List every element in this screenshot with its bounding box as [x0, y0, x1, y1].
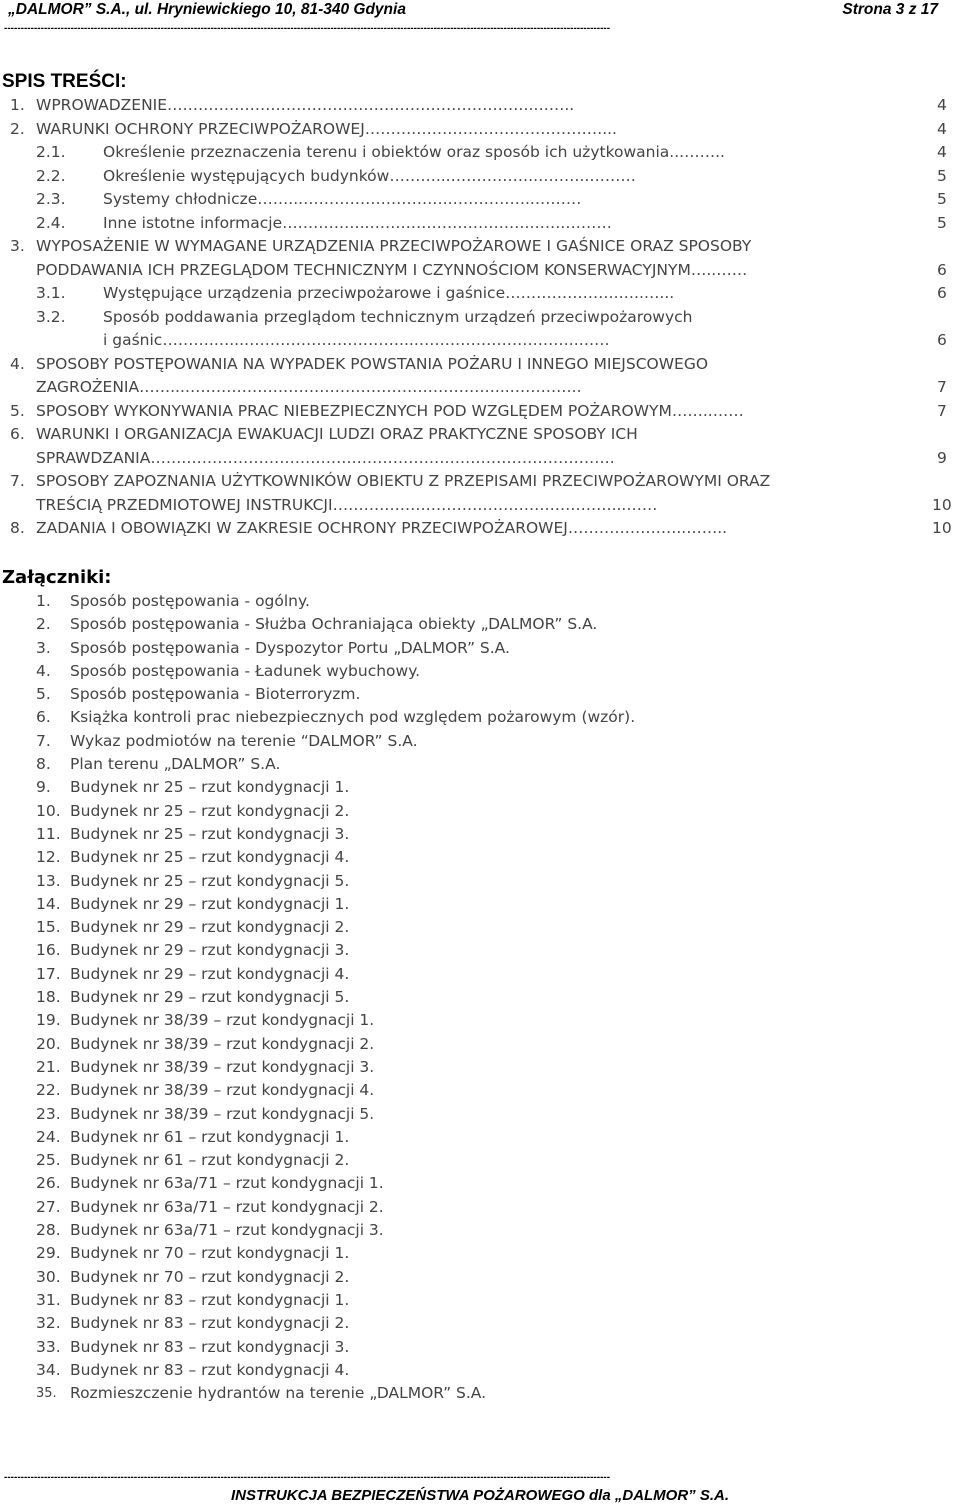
toc-entry-label: SPOSOBY WYKONYWANIA PRAC NIEBEZPIECZNYCH POD WZGLĘDEM POŻAROWYM — [36, 401, 672, 420]
toc-entry-label: Sposób poddawania przeglądom technicznym urządzeń przeciwpożarowych — [103, 307, 693, 326]
attachment-label: Plan terenu „DALMOR” S.A. — [70, 755, 281, 774]
attachment-number: 2. — [36, 615, 51, 634]
attachment-item — [36, 776, 936, 799]
toc-entry-number: 2. — [10, 119, 25, 138]
toc-entry-page: 10 — [932, 495, 952, 514]
toc-entry-leader: …………………..…….. — [567, 519, 728, 537]
toc-entry-page: 4 — [937, 96, 947, 114]
attachment-number: 15. — [36, 918, 61, 937]
page-footer: INSTRUKCJA BEZPIECZEŃSTWA POŻAROWEGO dla „DALMOR” S.A. — [230, 1487, 730, 1504]
toc-entry — [0, 141, 960, 165]
attachment-item — [36, 1056, 936, 1079]
toc-entry-number: 3. — [10, 237, 25, 255]
footer-divider: -------------------------------------------------------------------------------------------------------------------------------------------------------------------------------------- — [4, 1472, 611, 1483]
toc-entry-page: 5 — [937, 213, 947, 232]
attachment-item — [36, 870, 936, 893]
attachment-number: 8. — [36, 755, 51, 774]
toc-entry — [0, 306, 960, 330]
attachment-label: Budynek nr 83 – rzut kondygnacji 2. — [70, 1314, 350, 1333]
attachment-number: 17. — [36, 964, 61, 983]
attachment-label: Budynek nr 38/39 – rzut kondygnacji 2. — [70, 1034, 375, 1053]
toc-entry — [0, 188, 960, 212]
page-header — [8, 0, 938, 20]
toc-entry-label: i gaśnic — [103, 331, 163, 349]
toc-entry-number: 2.2. — [36, 166, 66, 185]
toc-entry-label: TREŚCIĄ PRZEDMIOTOWEJ INSTRUKCJI — [36, 495, 333, 514]
toc-entry-label: ZAGROŻENIA — [36, 378, 140, 396]
toc-entry-number: 2.1. — [36, 143, 66, 161]
attachment-label: Budynek nr 25 – rzut kondygnacji 1. — [70, 778, 350, 797]
attachment-label: Budynek nr 83 – rzut kondygnacji 3. — [70, 1337, 350, 1356]
attachment-item — [36, 637, 936, 660]
attachment-number: 1. — [36, 592, 51, 610]
attachment-item — [36, 1079, 936, 1102]
toc-entry-label: Występujące urządzenia przeciwpożarowe i gaśnice — [103, 284, 506, 302]
attachment-item — [36, 986, 936, 1009]
toc-entry-leader: ………...…………….………..……… — [389, 166, 636, 185]
attachment-label: Budynek nr 63a/71 – rzut kondygnacji 2. — [70, 1197, 384, 1216]
attachment-number: 3. — [36, 638, 51, 657]
toc-entry-leader: ………………………………………………...…… — [332, 495, 658, 514]
toc-entry-number: 7. — [10, 472, 25, 490]
toc-entry — [0, 400, 960, 424]
toc-entry-label: Inne istotne informacje — [103, 213, 283, 232]
attachment-item — [36, 1219, 936, 1242]
attachment-label: Budynek nr 29 – rzut kondygnacji 3. — [70, 941, 350, 960]
attachment-item — [36, 916, 936, 939]
toc-entry-page: 5 — [937, 166, 947, 185]
toc-entry-page: 7 — [937, 378, 947, 396]
toc-entry-label: WARUNKI I ORGANIZACJA EWAKUACJI LUDZI ORAZ PRAKTYCZNE SPOSOBY ICH — [36, 425, 638, 443]
attachment-item — [36, 893, 936, 916]
attachments-list — [36, 590, 936, 1405]
toc-entry-number: 3.2. — [36, 307, 66, 326]
attachment-number: 21. — [36, 1057, 61, 1076]
attachment-number: 7. — [36, 731, 51, 750]
toc-entry-leader: ……….…...…………………………...…………………………..…… — [162, 331, 610, 349]
toc-entry-label: Systemy chłodnicze — [103, 190, 258, 208]
toc-entry — [0, 118, 960, 142]
attachment-item — [36, 590, 936, 613]
attachment-label: Budynek nr 83 – rzut kondygnacji 4. — [70, 1360, 350, 1379]
attachment-label: Budynek nr 70 – rzut kondygnacji 1. — [70, 1244, 350, 1263]
toc-entry — [0, 212, 960, 236]
attachment-number: 32. — [36, 1314, 61, 1333]
attachment-item — [36, 1172, 936, 1195]
attachment-number: 14. — [36, 894, 61, 913]
attachment-item — [36, 1336, 936, 1359]
attachment-number: 29. — [36, 1244, 61, 1263]
attachment-number: 20. — [36, 1034, 61, 1053]
attachment-label: Budynek nr 70 – rzut kondygnacji 2. — [70, 1267, 350, 1286]
toc-entry-label: SPRAWDZANIA — [36, 448, 151, 467]
attachment-number: 30. — [36, 1267, 61, 1286]
attachment-label: Budynek nr 38/39 – rzut kondygnacji 5. — [70, 1104, 375, 1123]
attachment-item — [36, 613, 936, 636]
attachment-item — [36, 660, 936, 683]
toc-title: SPIS TREŚCI: — [2, 71, 127, 92]
toc-entry-leader: ……………..………………………….…….……… — [282, 213, 612, 232]
toc-entry — [0, 94, 960, 118]
toc-entry-leader: ……..…… — [671, 401, 744, 420]
attachment-number: 35. — [36, 1386, 57, 1402]
attachment-label: Budynek nr 25 – rzut kondygnacji 5. — [70, 871, 350, 890]
toc-entry-number: 1. — [10, 96, 25, 114]
attachment-number: 26. — [36, 1174, 61, 1193]
attachment-number: 18. — [36, 988, 61, 1007]
toc-entry-number: 4. — [10, 354, 25, 373]
attachment-label: Budynek nr 63a/71 – rzut kondygnacji 3. — [70, 1221, 384, 1240]
attachment-item — [36, 963, 936, 986]
attachment-item — [36, 1266, 936, 1289]
toc-entry-leader: ……….………………………………... — [364, 119, 617, 138]
toc-entry-leader: ……...……………………………………………………...………….. — [139, 378, 582, 396]
attachment-number: 5. — [36, 685, 51, 704]
attachment-label: Budynek nr 29 – rzut kondygnacji 5. — [70, 988, 350, 1007]
toc-entry-label: Określenie występujących budynków — [103, 166, 390, 185]
attachment-number: 31. — [36, 1290, 61, 1309]
toc-entry-leader: ..…….. — [674, 143, 725, 161]
attachment-label: Sposób postępowania - Służba Ochraniająca obiekty „DALMOR” S.A. — [70, 615, 598, 634]
attachment-label: Budynek nr 63a/71 – rzut kondygnacji 1. — [70, 1174, 384, 1193]
toc-entry-leader: ……...……………………….……………..……… — [257, 190, 582, 208]
toc-entry-label: SPOSOBY ZAPOZNANIA UŻYTKOWNIKÓW OBIEKTU Z PRZEPISAMI PRZECIWPOŻAROWYMI ORAZ — [36, 472, 771, 490]
toc-entry-leader: …….…………………………….…………………………………………. — [150, 448, 615, 467]
toc-entry-label: SPOSOBY POSTĘPOWANIA NA WYPADEK POWSTANIA POŻARU I INNEGO MIEJSCOWEGO — [36, 354, 709, 373]
attachment-label: Budynek nr 38/39 – rzut kondygnacji 1. — [70, 1011, 375, 1030]
attachment-label: Sposób postępowania - Bioterroryzm. — [70, 685, 361, 704]
attachment-label: Budynek nr 38/39 – rzut kondygnacji 4. — [70, 1081, 375, 1100]
attachment-label: Budynek nr 25 – rzut kondygnacji 2. — [70, 801, 350, 820]
toc-entry — [0, 282, 960, 306]
toc-entry — [0, 494, 960, 518]
toc-entry — [0, 259, 960, 283]
attachment-number: 19. — [36, 1011, 61, 1030]
toc-entry — [0, 376, 960, 400]
toc-entry-page: 5 — [937, 190, 947, 208]
attachment-number: 11. — [36, 824, 61, 843]
attachment-item — [36, 1103, 936, 1126]
toc-entry-number: 6. — [10, 425, 25, 443]
attachment-label: Budynek nr 29 – rzut kondygnacji 4. — [70, 964, 350, 983]
toc-entry-number: 5. — [10, 401, 25, 420]
attachment-number: 6. — [36, 708, 51, 727]
toc-entry — [0, 235, 960, 259]
attachment-label: Rozmieszczenie hydrantów na terenie „DALMOR” S.A. — [70, 1384, 487, 1403]
toc-entry — [0, 165, 960, 189]
attachment-item — [36, 1126, 936, 1149]
attachment-label: Wykaz podmiotów na terenie “DALMOR” S.A. — [70, 731, 418, 750]
attachments-title: Załączniki: — [2, 567, 112, 588]
toc-entry-label: ZADANIA I OBOWIĄZKI W ZAKRESIE OCHRONY PRZECIWPOŻAROWEJ — [36, 519, 568, 537]
attachment-number: 12. — [36, 848, 61, 867]
table-of-contents — [0, 94, 960, 541]
attachment-number: 13. — [36, 871, 61, 890]
toc-entry-number: 3.1. — [36, 284, 66, 302]
toc-entry-page: 7 — [937, 401, 947, 420]
attachment-number: 23. — [36, 1104, 61, 1123]
toc-entry — [0, 329, 960, 353]
header-page-number: Strona 3 z 17 — [842, 1, 938, 18]
attachment-label: Budynek nr 61 – rzut kondygnacji 1. — [70, 1127, 350, 1146]
attachment-label: Budynek nr 61 – rzut kondygnacji 2. — [70, 1151, 350, 1170]
attachment-item — [36, 800, 936, 823]
toc-entry-page: 6 — [937, 331, 947, 349]
toc-entry-page: 6 — [937, 284, 947, 302]
attachment-item — [36, 1359, 936, 1382]
attachment-item — [36, 753, 936, 776]
attachment-item — [36, 846, 936, 869]
attachment-item — [36, 1196, 936, 1219]
attachment-number: 28. — [36, 1221, 61, 1240]
attachment-number: 10. — [36, 801, 61, 820]
attachment-item — [36, 683, 936, 706]
toc-entry — [0, 470, 960, 494]
toc-entry-page: 10 — [932, 519, 952, 537]
attachment-item — [36, 1033, 936, 1056]
attachment-label: Budynek nr 29 – rzut kondygnacji 2. — [70, 918, 350, 937]
toc-entry — [0, 447, 960, 471]
toc-entry-number: 2.4. — [36, 213, 66, 232]
attachment-number: 22. — [36, 1081, 61, 1100]
attachment-item — [36, 1382, 936, 1405]
attachment-number: 25. — [36, 1151, 61, 1170]
toc-entry-number: 2.3. — [36, 190, 66, 208]
attachment-number: 24. — [36, 1127, 61, 1146]
attachment-item — [36, 939, 936, 962]
attachment-item — [36, 730, 936, 753]
attachment-item — [36, 1312, 936, 1335]
attachment-label: Sposób postępowania - Dyspozytor Portu „DALMOR” S.A. — [70, 638, 510, 657]
attachment-number: 33. — [36, 1337, 61, 1356]
attachment-number: 16. — [36, 941, 61, 960]
toc-entry-label: WYPOSAŻENIE W WYMAGANE URZĄDZENIA PRZECIWPOŻAROWE I GAŚNICE ORAZ SPOSOBY — [36, 237, 752, 255]
toc-entry-label: WARUNKI OCHRONY PRZECIWPOŻAROWEJ — [36, 119, 365, 138]
toc-entry-label: PODDAWANIA ICH PRZEGLĄDOM TECHNICZNYM I CZYNNOŚCIOM KONSERWACYJNYM — [36, 260, 691, 279]
toc-entry-page: 4 — [937, 143, 947, 161]
toc-entry-page: 6 — [937, 260, 947, 279]
attachment-number: 9. — [36, 778, 51, 797]
attachment-item — [36, 706, 936, 729]
attachment-label: Sposób postępowania - Ładunek wybuchowy. — [70, 661, 421, 680]
toc-entry-leader: ………………….…..…... — [505, 284, 675, 302]
toc-entry-label: Określenie przeznaczenia terenu i obiektów oraz sposób ich użytkowania. — [103, 143, 675, 161]
attachment-label: Sposób postępowania - ogólny. — [70, 592, 310, 610]
toc-entry — [0, 517, 960, 541]
attachment-label: Budynek nr 38/39 – rzut kondygnacji 3. — [70, 1057, 375, 1076]
header-company: „DALMOR” S.A., ul. Hryniewickiego 10, 81-340 Gdynia — [8, 1, 406, 18]
attachment-number: 34. — [36, 1360, 61, 1379]
toc-entry-page: 9 — [937, 448, 947, 467]
attachment-item — [36, 1149, 936, 1172]
toc-entry-leader: …..…… — [690, 260, 748, 279]
attachment-item — [36, 1242, 936, 1265]
attachment-number: 4. — [36, 661, 51, 680]
toc-entry-number: 8. — [10, 519, 25, 537]
attachment-item — [36, 823, 936, 846]
attachment-number: 27. — [36, 1197, 61, 1216]
attachment-item — [36, 1009, 936, 1032]
toc-entry — [0, 423, 960, 447]
attachment-label: Budynek nr 29 – rzut kondygnacji 1. — [70, 894, 350, 913]
attachment-label: Budynek nr 25 – rzut kondygnacji 4. — [70, 848, 350, 867]
attachment-label: Budynek nr 25 – rzut kondygnacji 3. — [70, 824, 350, 843]
attachment-label: Budynek nr 83 – rzut kondygnacji 1. — [70, 1290, 350, 1309]
header-divider: -------------------------------------------------------------------------------------------------------------------------------------------------------------------------------------- — [4, 23, 611, 34]
toc-entry-leader: ……………………………………………………………..…….. — [167, 96, 575, 114]
attachment-item — [36, 1289, 936, 1312]
toc-entry-page: 4 — [937, 119, 947, 138]
toc-entry-label: WPROWADZENIE — [36, 96, 168, 114]
attachment-label: Książka kontroli prac niebezpiecznych pod względem pożarowym (wzór). — [70, 708, 636, 727]
toc-entry — [0, 353, 960, 377]
